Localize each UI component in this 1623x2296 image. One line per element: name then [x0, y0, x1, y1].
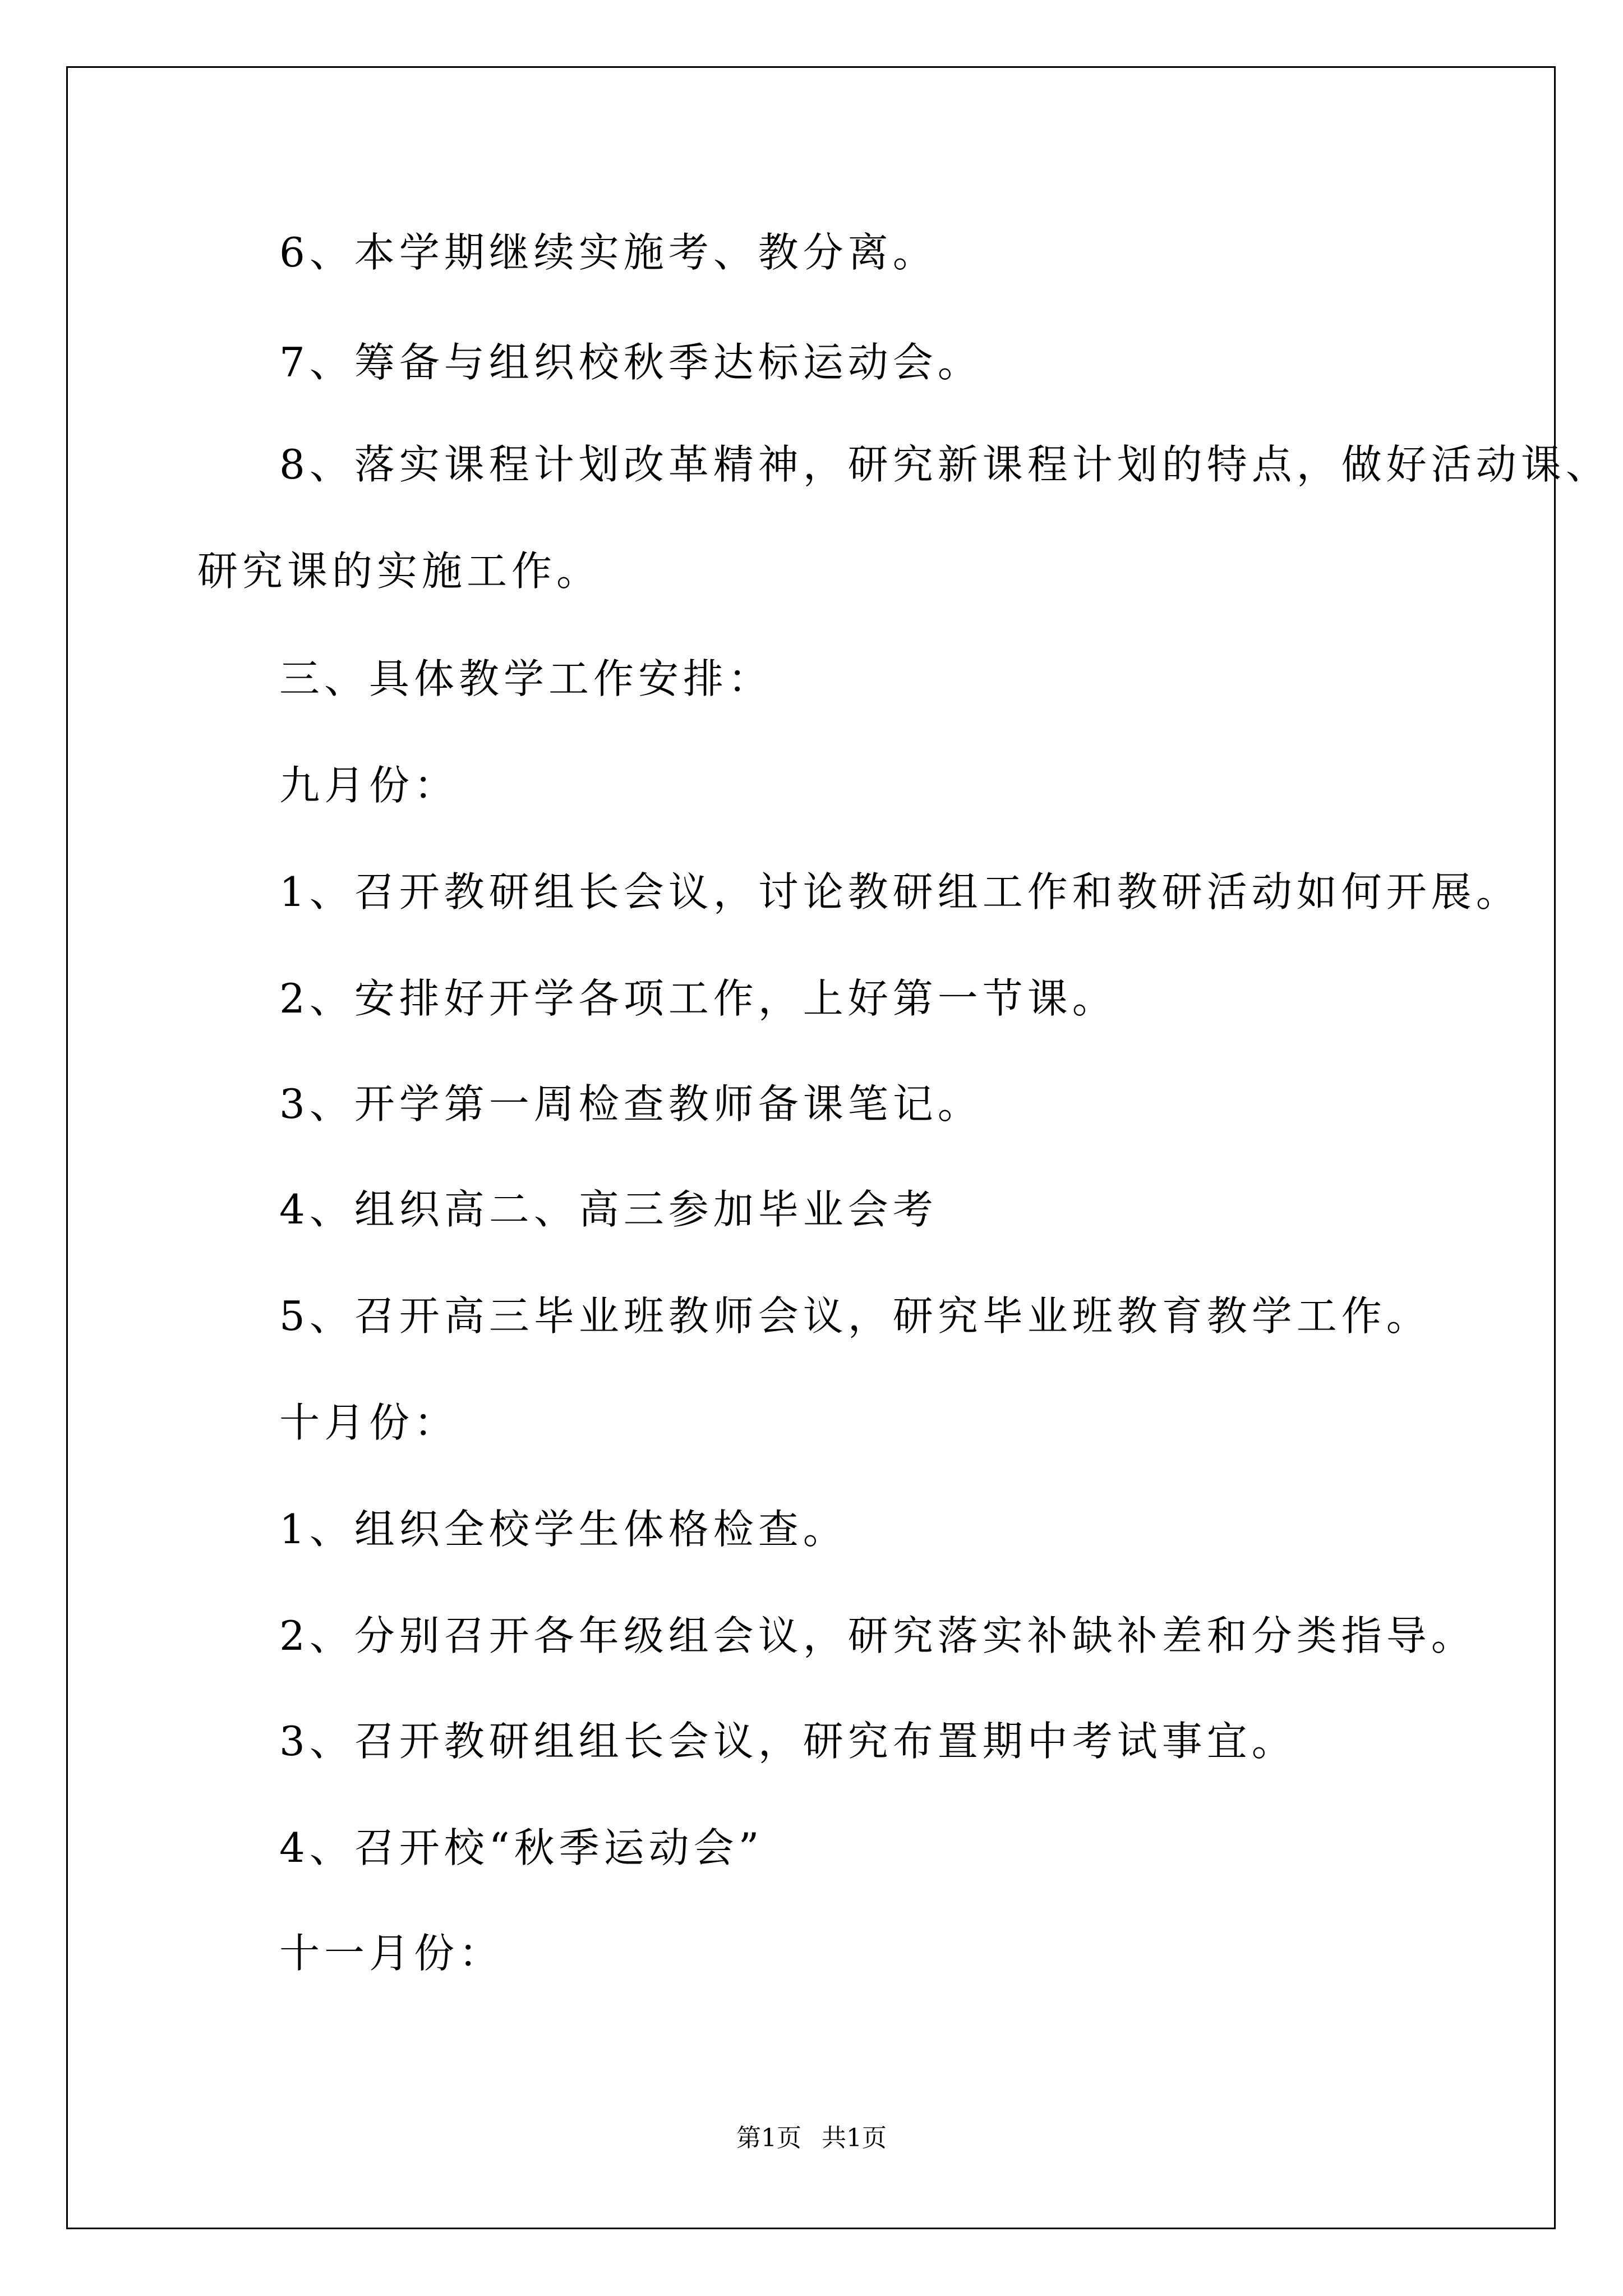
section-heading: 三、具体教学工作安排： [279, 655, 773, 702]
page-border [66, 66, 1556, 2229]
september-item-2: 2、安排好开学各项工作，上好第一节课。 [279, 975, 1117, 1022]
september-item-5: 5、召开高三毕业班教师会议，研究毕业班教育教学工作。 [279, 1292, 1431, 1340]
september-item-1: 1、召开教研组长会议，讨论教研组工作和教研活动如何开展。 [279, 868, 1521, 915]
month-heading-november: 十一月份： [279, 1930, 504, 1977]
october-item-2: 2、分别召开各年级组会议，研究落实补缺补差和分类指导。 [279, 1612, 1476, 1659]
month-heading-september: 九月份： [279, 762, 459, 809]
paragraph-item-8-continued: 研究课的实施工作。 [197, 547, 602, 595]
september-item-4: 4、组织高二、高三参加毕业会考 [279, 1186, 938, 1233]
month-heading-october: 十月份： [279, 1399, 459, 1446]
page-number: 第1页 [736, 2124, 801, 2152]
page-footer [0, 2122, 1623, 2155]
paragraph-item-8: 8、落实课程计划改革精神，研究新课程计划的特点，做好活动课、 [279, 441, 1611, 488]
october-item-3: 3、召开教研组组长会议，研究布置期中考试事宜。 [279, 1718, 1297, 1765]
page-total: 共1页 [822, 2124, 887, 2152]
october-item-1: 1、组织全校学生体格检查。 [279, 1506, 848, 1553]
paragraph-item-6: 6、本学期继续实施考、教分离。 [279, 229, 938, 276]
paragraph-item-7: 7、筹备与组织校秋季达标运动会。 [279, 339, 983, 386]
october-item-4: 4、召开校“秋季运动会” [279, 1824, 764, 1871]
september-item-3: 3、开学第一周检查教师备课笔记。 [279, 1080, 983, 1128]
